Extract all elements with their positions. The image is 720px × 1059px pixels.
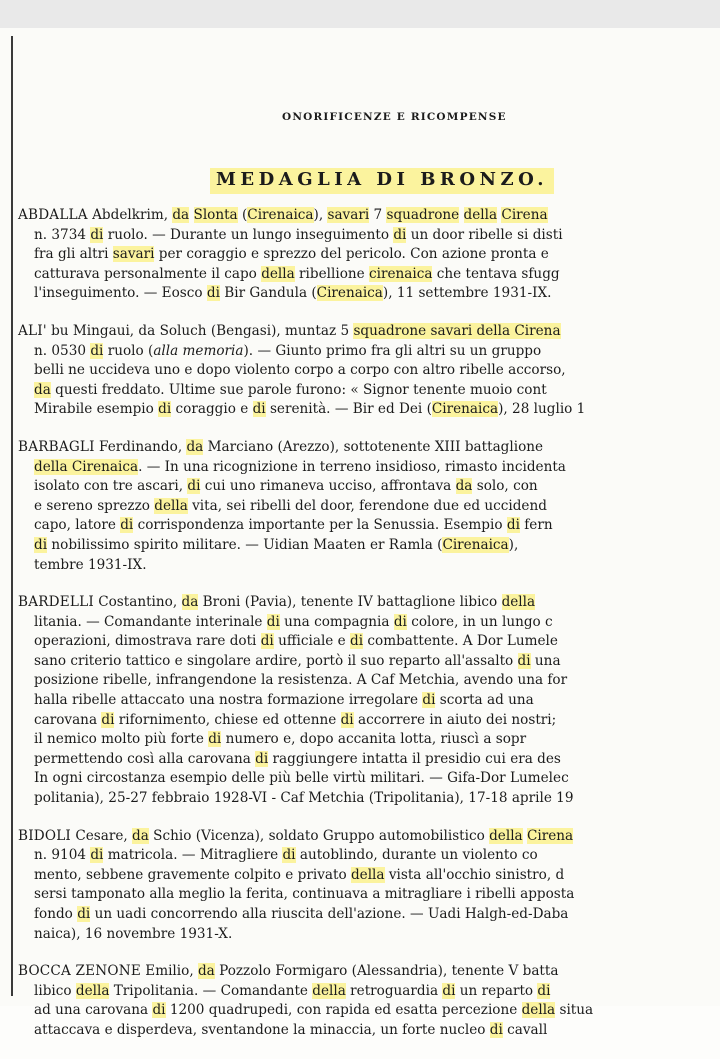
- citation-line: [18, 477, 720, 497]
- citation-line: [18, 925, 720, 945]
- text-run: alla memoria: [153, 342, 244, 359]
- citation-line: [18, 632, 720, 652]
- text-run: ufficiale e: [273, 633, 351, 650]
- citation-line: [18, 556, 720, 576]
- text-run: coraggio e: [171, 401, 253, 418]
- citation-line: [18, 536, 720, 556]
- text-run: combattente. A Dor Lumele: [363, 633, 558, 650]
- text-run: 7: [369, 207, 387, 223]
- text-run: matricola. — Mitragliere: [103, 847, 283, 864]
- text-run: Ferdinando,: [94, 438, 187, 455]
- citation-line: [18, 711, 720, 731]
- text-run: naica), 16 novembre 1931-X.: [34, 925, 233, 942]
- citation-line: [18, 516, 720, 536]
- highlighted-text: da: [132, 827, 149, 844]
- text-run: bu Mingaui, da Soluch (Bengasi), muntaz 5: [46, 322, 354, 339]
- highlighted-text: Cirena: [526, 827, 574, 844]
- running-header: ONORIFICENZE E RICOMPENSE: [282, 111, 507, 123]
- citation-line: [18, 671, 720, 691]
- highlighted-text: di: [255, 750, 269, 767]
- text-run: raggiungere intatta il presidio cui era des: [268, 750, 561, 767]
- highlighted-text: di: [393, 226, 407, 243]
- text-run: cui uno rimaneva ucciso, affrontava: [200, 478, 456, 495]
- highlighted-text: di: [340, 711, 354, 728]
- highlighted-text: da: [172, 207, 190, 223]
- text-run: una compagnia: [279, 613, 394, 630]
- text-run: Bir Gandula (: [219, 285, 317, 302]
- text-run: ad una carovana: [34, 1002, 153, 1019]
- highlighted-text: di: [158, 401, 172, 418]
- citation-line: [18, 750, 720, 770]
- text-run: 1200 quadrupedi, con rapida ed esatta percezione: [165, 1002, 522, 1019]
- citation-line: [18, 245, 720, 265]
- citation-line: [18, 361, 720, 381]
- citation-line: [18, 458, 720, 478]
- highlighted-text: Cirenaica: [442, 536, 509, 553]
- citation-line: [18, 769, 720, 789]
- text-run: fra gli altri: [34, 246, 113, 263]
- highlighted-text: della: [463, 207, 498, 223]
- highlighted-text: della: [501, 594, 536, 611]
- text-run: un reparto: [455, 982, 538, 999]
- text-run: ), 11 settembre 1931-IX.: [382, 285, 552, 302]
- text-run: sano criterio tattico e singolare ardire, portò il suo reparto all'assalto: [34, 652, 518, 669]
- text-run: accorrere in aiuto dei nostri;: [353, 711, 557, 728]
- citation-line: [18, 652, 720, 672]
- text-run: sersi tamponato alla meglio la ferita, continuava a mitragliare i ribelli apposta: [34, 886, 575, 903]
- text-run: serenità. — Bir ed Dei (: [265, 401, 432, 418]
- text-run: fern: [519, 517, 553, 534]
- text-run: vista all'occhio sinistro, d: [384, 866, 565, 883]
- citation-line: [18, 497, 720, 517]
- page-right-edge: [712, 28, 720, 1006]
- text-run: Mirabile esempio: [34, 401, 159, 418]
- citation-entry: [18, 438, 720, 575]
- recipient-surname: BIDOLI: [18, 827, 71, 844]
- text-run: isolato con tre ascari,: [34, 478, 188, 495]
- text-run: carovana: [34, 711, 102, 728]
- highlighted-text: di: [442, 982, 456, 999]
- text-run: ). — Giunto primo fra gli altri su un gruppo: [243, 342, 542, 359]
- text-run: (: [237, 207, 248, 223]
- citation-line: [18, 1021, 720, 1041]
- citation-first-line: [18, 438, 720, 458]
- highlighted-text: di: [206, 285, 220, 302]
- text-run: cavall: [502, 1021, 548, 1038]
- highlighted-text: della: [489, 827, 523, 844]
- text-run: posizione ribelle, infrangendone la resistenza. A Caf Metchia, avendo una for: [34, 672, 568, 689]
- highlighted-text: della: [75, 982, 110, 999]
- highlighted-text: della: [261, 265, 295, 282]
- text-run: ribellione: [294, 265, 369, 282]
- text-run: Marciano (Arezzo), sottotenente XIII battaglione: [203, 438, 544, 455]
- text-run: n. 9104: [34, 847, 91, 864]
- text-run: ), 28 luglio 1: [498, 401, 586, 418]
- text-run: colore, in un lungo c: [406, 613, 553, 630]
- text-run: ruolo (: [103, 342, 154, 359]
- highlighted-text: savari: [112, 246, 155, 263]
- text-run: nobilissimo spirito militare. — Uidian Maaten er Ramla (: [47, 536, 443, 553]
- citation-line: [18, 905, 720, 925]
- citation-first-line: [18, 322, 720, 342]
- citation-first-line: [18, 827, 720, 847]
- text-run: l'inseguimento. — Eosco: [34, 285, 207, 302]
- text-run: corrispondenza importante per la Senussia. Esempio: [133, 517, 507, 534]
- text-run: solo, con: [472, 478, 538, 495]
- highlighted-text: di: [260, 633, 274, 650]
- text-run: per coraggio e sprezzo del pericolo. Con azione pronta e: [154, 246, 549, 263]
- text-run: [189, 207, 193, 223]
- text-run: ruolo. — Durante un lungo inseguimento: [103, 226, 394, 243]
- text-run: ),: [508, 536, 519, 553]
- text-run: belli ne uccideva uno e dopo violento corpo a corpo con altro ribelle accorso,: [34, 362, 566, 379]
- text-run: e sereno sprezzo: [34, 497, 155, 514]
- recipient-surname: BARDELLI: [18, 594, 94, 611]
- highlighted-text: di: [34, 536, 48, 553]
- highlighted-text: da: [186, 438, 204, 455]
- highlighted-text: della Cirenaica: [34, 458, 139, 475]
- text-run: un door ribelle si disti: [406, 226, 563, 243]
- text-run: In ogni circostanza esempio delle più belle virtù militari. — Gifa-Dor Lumelec: [34, 770, 569, 787]
- text-run: retroguardia: [345, 982, 443, 999]
- text-run: Cesare,: [71, 827, 133, 844]
- text-run: libico: [34, 982, 76, 999]
- text-run: Emilio,: [140, 963, 198, 980]
- citation-line: [18, 885, 720, 905]
- text-run: che tentava sfugg: [432, 265, 560, 282]
- text-run: Costantino,: [93, 594, 182, 611]
- highlighted-text: della: [350, 866, 385, 883]
- text-run: Schio (Vicenza), soldato Gruppo automobilistico: [148, 827, 490, 844]
- citation-line: [18, 846, 720, 866]
- citation-first-line: [18, 206, 720, 226]
- section-title: MEDAGLIA DI BRONZO.: [210, 168, 554, 194]
- text-run: Broni (Pavia), tenente IV battaglione libico: [198, 594, 502, 611]
- highlighted-text: squadrone: [386, 207, 460, 223]
- highlighted-text: di: [90, 226, 104, 243]
- window-top-bar: [0, 0, 720, 28]
- highlighted-text: di: [101, 711, 115, 728]
- citation-line: [18, 284, 720, 304]
- highlighted-text: di: [422, 692, 436, 709]
- citation-line: [18, 400, 720, 420]
- highlighted-text: Cirena: [501, 207, 548, 223]
- text-run: n. 0530: [34, 342, 91, 359]
- text-run: ),: [313, 207, 328, 223]
- text-run: Tripolitania. — Comandante: [109, 982, 313, 999]
- text-run: [459, 207, 463, 223]
- text-run: vita, sei ribelli del door, ferendone due ed uccidend: [187, 497, 547, 514]
- citation-line: [18, 342, 720, 362]
- highlighted-text: di: [90, 847, 104, 864]
- highlighted-text: savari: [327, 207, 370, 223]
- highlighted-text: Cirenaica: [316, 285, 383, 302]
- text-run: . — In una ricognizione in terreno insidioso, rimasto incidenta: [138, 458, 566, 475]
- highlighted-text: da: [455, 478, 473, 495]
- highlighted-text: di: [77, 906, 91, 922]
- citation-entry: [18, 827, 720, 945]
- highlighted-text: di: [282, 847, 296, 864]
- highlighted-text: di: [120, 517, 134, 534]
- highlighted-text: Slonta: [193, 207, 238, 223]
- highlighted-text: di: [489, 1021, 503, 1038]
- citation-line: [18, 265, 720, 285]
- highlighted-text: squadrone savari della Cirena: [353, 322, 561, 339]
- highlighted-text: Cirenaica: [431, 401, 499, 418]
- text-run: Pozzolo Formigaro (Alessandria), tenente V batta: [214, 963, 559, 980]
- text-run: politania), 25-27 febbraio 1928-VI - Caf Metchia (Tripolitania), 17-18 aprile 19: [34, 790, 574, 807]
- citation-line: [18, 982, 720, 1002]
- citation-line: [18, 789, 720, 809]
- highlighted-text: di: [252, 401, 266, 418]
- citation-entry: [18, 593, 720, 809]
- text-run: capo, latore: [34, 517, 121, 534]
- citation-line: [18, 691, 720, 711]
- highlighted-text: da: [34, 381, 51, 398]
- text-run: una: [530, 652, 561, 669]
- recipient-surname: BOCCA ZENONE: [18, 963, 141, 980]
- highlighted-text: di: [517, 652, 531, 669]
- recipient-surname: BARBAGLI: [18, 438, 95, 455]
- text-run: operazioni, dimostrava rare doti: [34, 633, 261, 650]
- citation-entry: [18, 206, 720, 304]
- citation-first-line: [18, 593, 720, 613]
- highlighted-text: di: [393, 613, 407, 630]
- page-binding-edge: [11, 36, 13, 996]
- highlighted-text: di: [537, 982, 551, 999]
- citation-first-line: [18, 962, 720, 982]
- citation-list: [18, 206, 720, 1059]
- citation-line: [18, 381, 720, 401]
- highlighted-text: Cirenaica: [247, 207, 314, 223]
- highlighted-text: di: [187, 478, 201, 495]
- text-run: scorta ad una: [435, 692, 534, 709]
- highlighted-text: di: [266, 613, 280, 630]
- text-run: rifornimento, chiese ed ottenne: [114, 711, 341, 728]
- citation-line: [18, 613, 720, 633]
- text-run: tembre 1931-IX.: [34, 556, 147, 573]
- text-run: permettendo così alla carovana: [34, 750, 256, 767]
- text-run: mento, sebbene gravemente colpito e privato: [34, 866, 351, 883]
- text-run: il nemico molto più forte: [34, 731, 209, 748]
- highlighted-text: cirenaica: [369, 265, 433, 282]
- recipient-surname: ALI': [18, 322, 47, 339]
- text-run: Abdelkrim,: [87, 207, 173, 223]
- text-run: litania. — Comandante interinale: [34, 613, 267, 630]
- recipient-surname: ABDALLA: [18, 207, 88, 223]
- highlighted-text: da: [197, 963, 215, 980]
- text-run: halla ribelle attaccato una nostra formazione irregolare: [34, 692, 423, 709]
- highlighted-text: di: [90, 342, 104, 359]
- highlighted-text: di: [506, 517, 520, 534]
- highlighted-text: di: [350, 633, 364, 650]
- citation-line: [18, 866, 720, 886]
- citation-line: [18, 1001, 720, 1021]
- text-run: un uadi concorrendo alla riuscita dell'azione. — Uadi Halgh-ed-Daba: [90, 906, 569, 922]
- highlighted-text: di: [152, 1002, 166, 1019]
- text-run: fondo: [34, 906, 78, 922]
- highlighted-text: della: [154, 497, 188, 514]
- highlighted-text: di: [208, 731, 222, 748]
- text-run: n. 3734: [34, 226, 91, 243]
- citation-entry: [18, 322, 720, 420]
- highlighted-text: della: [312, 982, 346, 999]
- citation-entry: [18, 962, 720, 1040]
- text-run: questi freddato. Ultime sue parole furono: « Signor tenente muoio cont: [50, 381, 547, 398]
- text-run: attaccava e disperdeva, sventandone la minaccia, un forte nucleo: [34, 1021, 490, 1038]
- text-run: autoblindo, durante un violento co: [295, 847, 538, 864]
- citation-line: [18, 730, 720, 750]
- citation-line: [18, 226, 720, 246]
- text-run: catturava personalmente il capo: [34, 265, 262, 282]
- text-run: situa: [555, 1002, 594, 1019]
- highlighted-text: da: [181, 594, 199, 611]
- highlighted-text: della: [521, 1002, 556, 1019]
- text-run: numero e, dopo accanita lotta, riuscì a sopr: [221, 731, 527, 748]
